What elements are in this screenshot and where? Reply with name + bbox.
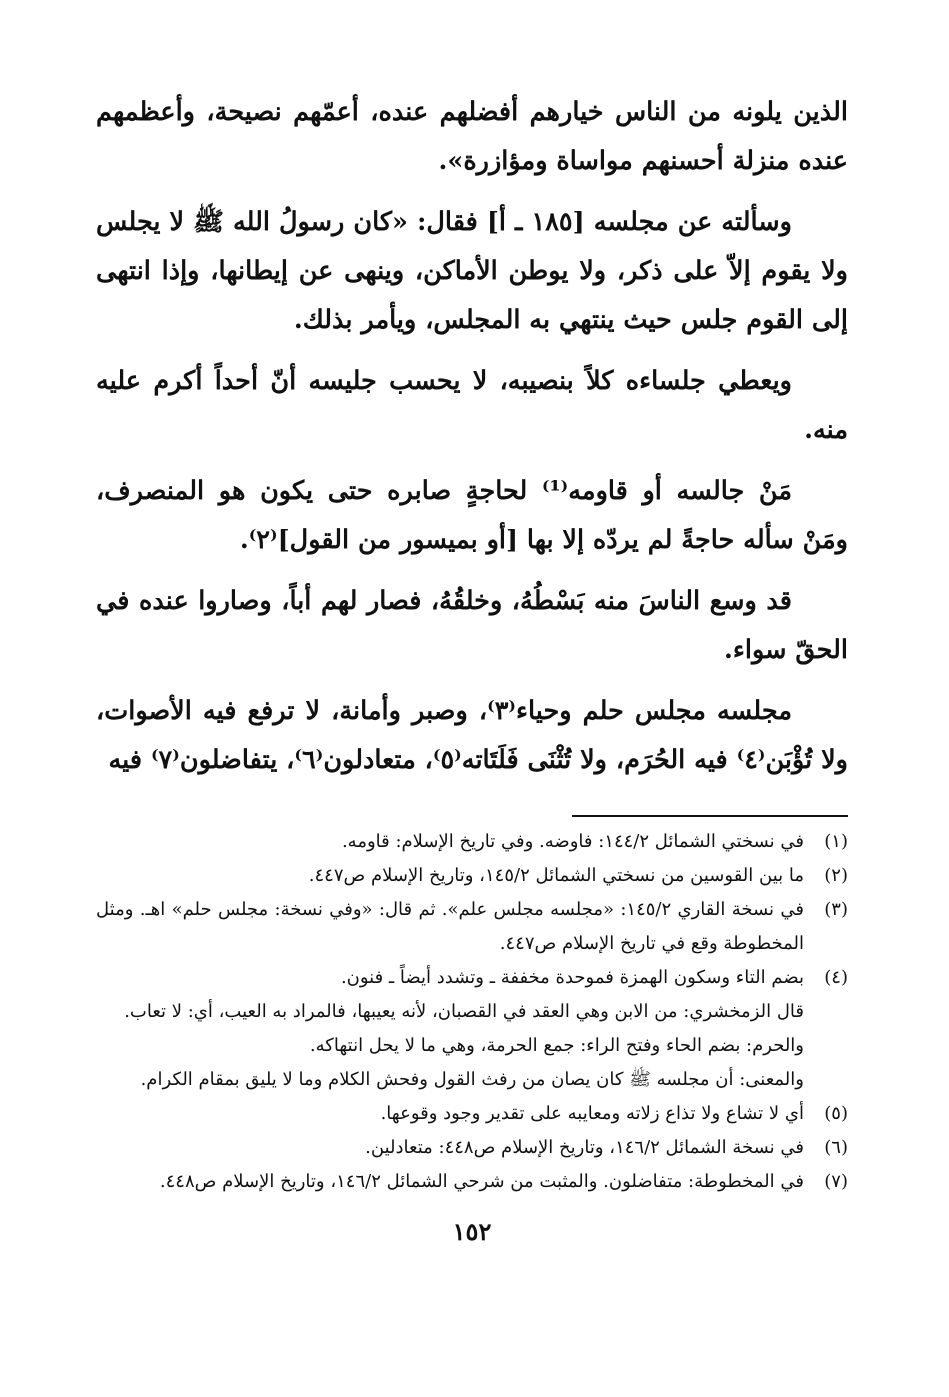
footnote-separator — [572, 815, 848, 817]
paragraph — [96, 467, 848, 565]
main-text — [96, 88, 848, 785]
footnote-text — [96, 859, 804, 893]
footnote-text — [96, 1165, 804, 1199]
footnote-line: ما بين القوسين من نسختي الشمائل ١٤٥/٢، وتاريخ الإسلام ص٤٤٧. — [308, 865, 804, 886]
paragraph: الذين يلونه من الناس خيارهم أفضلهم عنده، أعمّهم نصيحة، وأعظمهم عنده منزلة أحسنهم مواساة ومؤازرة». — [96, 97, 848, 176]
footnote-line: أي لا تشاع ولا تذاع زلاته ومعايبه على تقدير وجود وقوعها. — [380, 1103, 804, 1124]
paragraph-text: قد وسع الناسَ منه بَسْطُهُ، وخلقُهُ، فصار لهم أباً، وصاروا عنده في الحقّ سواء. — [96, 586, 848, 665]
footnote-text — [96, 825, 804, 859]
paragraph — [96, 577, 848, 675]
footnote-line: بضم التاء وسكون الهمزة فموحدة مخففة ـ وتشدد أيضاً ـ فنون. — [340, 967, 804, 988]
footnote-line: في المخطوطة: متفاضلون. والمثبت من شرحي الشمائل ١٤٦/٢، وتاريخ الإسلام ص٤٤٨. — [159, 1171, 804, 1192]
footnote-line: في نسخة الشمائل ١٤٦/٢، وتاريخ الإسلام ص٤٤٨: متعادلين. — [365, 1137, 804, 1158]
footnote-number: (٢) — [824, 865, 848, 886]
footnote — [96, 825, 848, 859]
footnote-text — [96, 893, 804, 961]
footnote-text — [96, 1097, 804, 1131]
footnote-text — [96, 961, 804, 1097]
footnote-number: (١) — [824, 831, 848, 852]
footnote-number: (٤) — [824, 967, 848, 988]
footnote — [96, 859, 848, 893]
footnote-number: (٧) — [824, 1171, 848, 1192]
paragraph-text: مَنْ جالسه أو قاومه⁽¹⁾ لحاجةٍ صابره حتى يكون هو المنصرف، ومَنْ سأله حاجةً لم يردّه إلا بها [أو بميسور من القول]⁽٢⁾. — [96, 476, 848, 555]
footnote — [96, 961, 848, 1097]
footnote-line: في نسختي الشمائل ١٤٤/٢: فاوضه. وفي تاريخ الإسلام: قاومه. — [341, 831, 804, 852]
footnote-line: والحرم: بضم الحاء وفتح الراء: جمع الحرمة، وهي ما لا يحل انتهاكه. — [309, 1035, 804, 1056]
footnote-line: والمعنى: أن مجلسه ﷺ كان يصان من رفث القول وفحش الكلام وما لا يليق بمقام الكرام. — [140, 1069, 804, 1090]
footnote-number: (٥) — [824, 1103, 848, 1124]
footnote — [96, 893, 848, 961]
footnote-number: (٦) — [824, 1137, 848, 1158]
footnotes-list — [96, 825, 848, 1199]
paragraph-text: مجلسه مجلس حلم وحياء⁽٣⁾، وصبر وأمانة، لا ترفع فيه الأصوات، ولا تُؤْبَن⁽٤⁾ فيه الحُرَم، ولا تُثْنَى فَلَتَاته⁽٥⁾، متعادلون⁽٦⁾، يتفاضلون⁽٧⁾ فيه — [96, 696, 848, 775]
footnote — [96, 1097, 848, 1131]
book-page — [96, 88, 848, 1246]
paragraph-text: وسألته عن مجلسه [١٨٥ ـ أ] فقال: «كان رسولُ الله ﷺ لا يجلس ولا يقوم إلاّ على ذكر، ولا يوطن الأماكن، وينهى عن إيطانها، وإذا انتهى إلى القوم جلس حيث ينتهي به المجلس، ويأمر بذلك. — [96, 207, 848, 335]
paragraph — [96, 198, 848, 345]
footnote-number: (٣) — [824, 899, 848, 920]
footnote-line: قال الزمخشري: من الابن وهي العقد في القصبان، لأنه يعيبها، فالمراد به العيب، أي: لا تعاب. — [124, 1001, 804, 1022]
footnote — [96, 1165, 848, 1199]
page-number: ١٥٢ — [452, 1217, 492, 1246]
footnote-line: في نسخة القاري ١٤٥/٢: «مجلسه مجلس علم». ثم قال: «وفي نسخة: مجلس حلم» اهـ. ومثل المخطوطة وقع في تاريخ الإسلام ص٤٤٧. — [96, 899, 804, 954]
paragraph — [96, 687, 848, 785]
paragraph — [96, 357, 848, 455]
paragraph-text: ويعطي جلساءه كلاً بنصيبه، لا يحسب جليسه أنّ أحداً أكرم عليه منه. — [96, 366, 848, 445]
footnote-text — [96, 1131, 804, 1165]
footnote — [96, 1131, 848, 1165]
